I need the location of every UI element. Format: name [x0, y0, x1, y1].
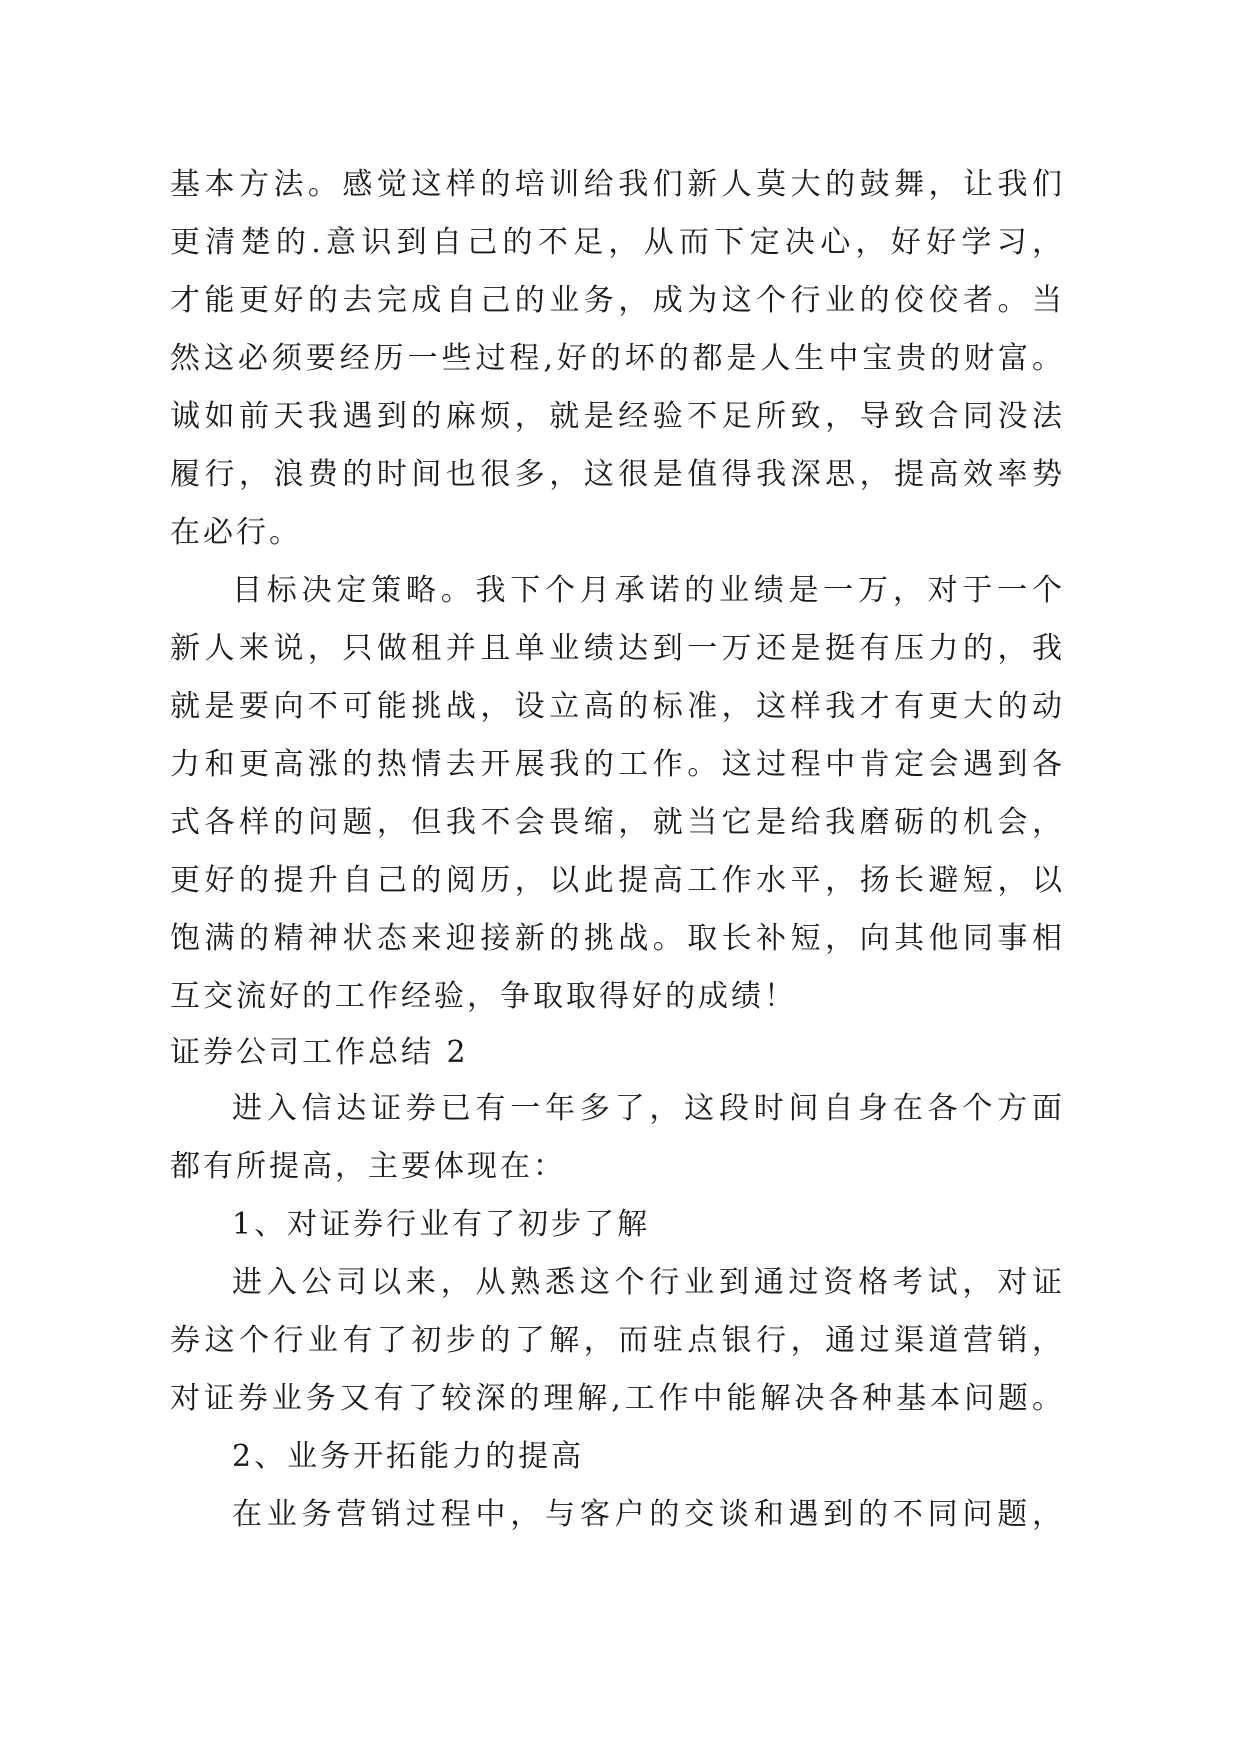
paragraph — [170, 1428, 1062, 1486]
text-line: 新人来说，只做租并且单业绩达到一万还是挺有压力的，我 — [170, 631, 1062, 666]
paragraph — [170, 1254, 1062, 1428]
text-line: 履行，浪费的时间也很多，这很是值得我深思，提高效率势 — [170, 457, 1062, 492]
text-line: 2、业务开拓能力的提高 — [232, 1439, 585, 1474]
text-line: 饱满的精神状态来迎接新的挑战。取长补短，向其他同事相 — [170, 921, 1062, 956]
text-line: 券这个行业有了初步的了解，而驻点银行，通过渠道营销， — [170, 1323, 1062, 1358]
text-line: 在业务营销过程中，与客户的交谈和遇到的不同问题， — [232, 1497, 1062, 1532]
paragraph — [170, 1080, 1062, 1196]
text-line: 1、对证券行业有了初步了解 — [232, 1207, 651, 1242]
text-line: 更好的提升自己的阅历，以此提高工作水平，扬长避短，以 — [170, 863, 1062, 898]
paragraph — [170, 1196, 1062, 1254]
text-line: 都有所提高，主要体现在： — [170, 1149, 566, 1184]
text-line: 对证券业务又有了较深的理解,工作中能解决各种基本问题。 — [170, 1381, 1062, 1416]
text-line: 诚如前天我遇到的麻烦，就是经验不足所致，导致合同没法 — [170, 399, 1062, 434]
paragraph — [170, 156, 1062, 562]
text-line: 才能更好的去完成自己的业务，成为这个行业的佼佼者。当 — [170, 283, 1062, 318]
text-line: 然这必须要经历一些过程,好的坏的都是人生中宝贵的财富。 — [170, 341, 1062, 376]
text-line: 更清楚的.意识到自己的不足，从而下定决心，好好学习， — [170, 225, 1062, 260]
text-line: 就是要向不可能挑战，设立高的标准，这样我才有更大的动 — [170, 689, 1062, 724]
text-line: 力和更高涨的热情去开展我的工作。这过程中肯定会遇到各 — [170, 747, 1062, 782]
paragraph — [170, 562, 1062, 1026]
text-line: 在必行。 — [170, 515, 302, 550]
text-line: 目标决定策略。我下个月承诺的业绩是一万，对于一个 — [232, 573, 1062, 608]
text-line: 互交流好的工作经验，争取取得好的成绩！ — [170, 979, 797, 1014]
text-line: 进入公司以来，从熟悉这个行业到通过资格考试，对证 — [232, 1265, 1062, 1300]
document-body — [170, 156, 1062, 1544]
text-line: 进入信达证券已有一年多了，这段时间自身在各个方面 — [232, 1091, 1062, 1126]
heading-text: 证券公司工作总结 2 — [170, 1035, 469, 1070]
section-heading — [170, 1026, 1062, 1080]
text-line: 式各样的问题，但我不会畏缩，就当它是给我磨砺的机会， — [170, 805, 1062, 840]
text-line: 基本方法。感觉这样的培训给我们新人莫大的鼓舞，让我们 — [170, 167, 1062, 202]
paragraph — [170, 1486, 1062, 1544]
